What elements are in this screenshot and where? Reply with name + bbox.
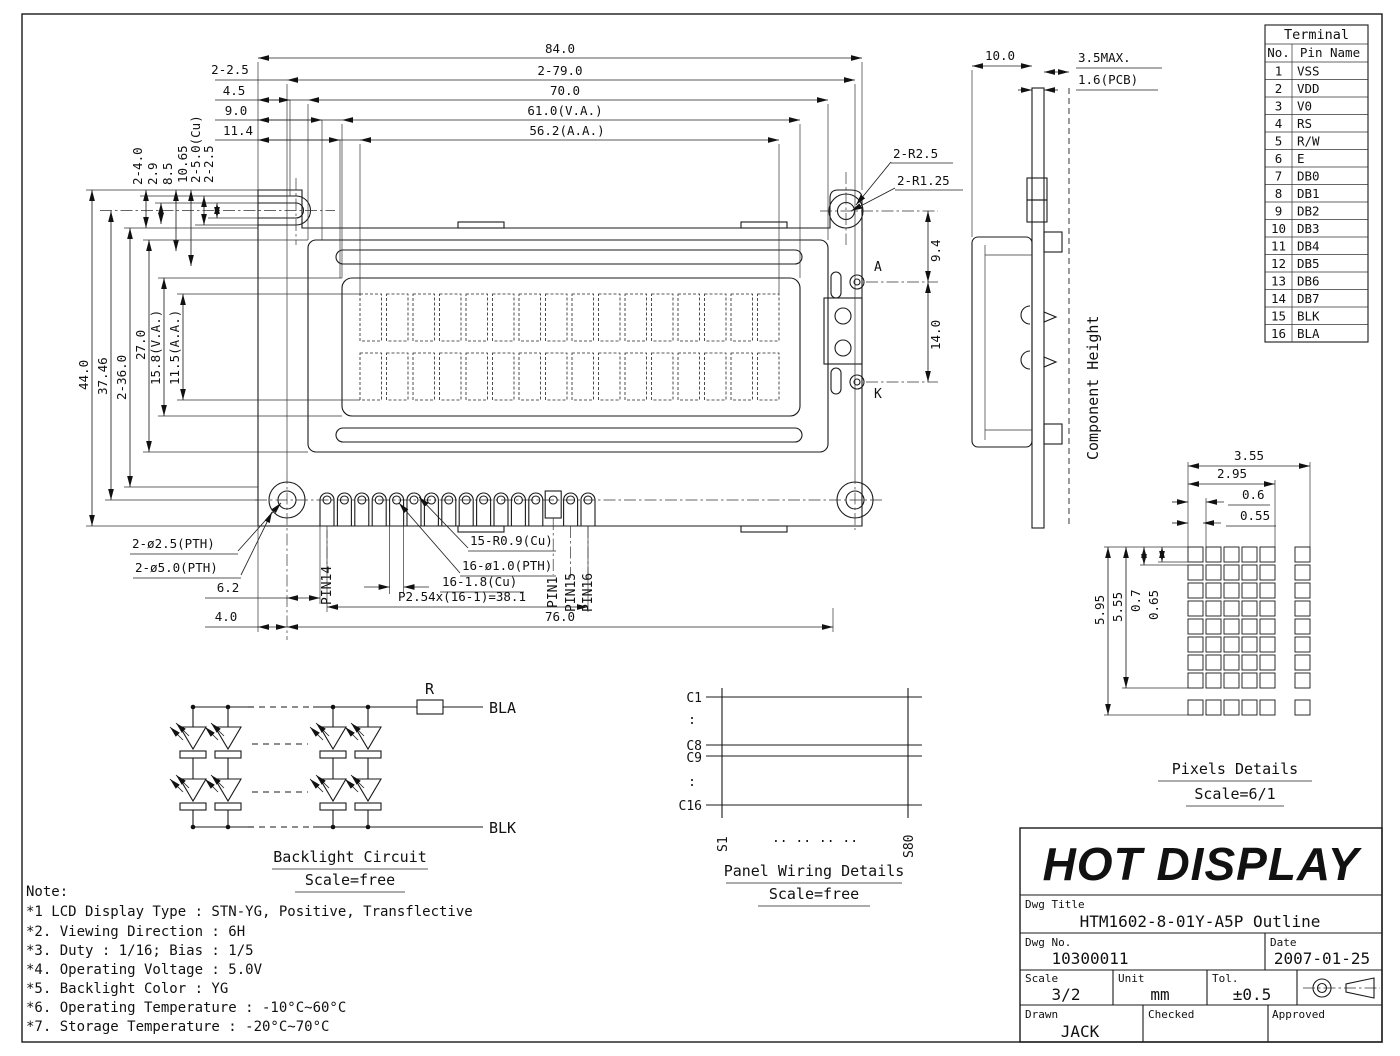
pixel-cell (1206, 655, 1221, 670)
character-cell (625, 294, 647, 341)
character-cell (387, 294, 409, 341)
pin-pad (494, 493, 508, 526)
backlight-scale: Scale=free (304, 871, 396, 889)
scale-value: 3/2 (1051, 985, 1081, 1004)
dim-2-2-5: 2-2.5 (211, 62, 249, 77)
pin-pad (511, 493, 525, 526)
junction-dot (331, 705, 336, 710)
pixel-cell (1224, 673, 1239, 688)
character-cell (758, 353, 780, 400)
terminal-pin-no: 11 (1270, 238, 1287, 254)
character-cell (678, 353, 700, 400)
terminal-pin-name: VSS (1297, 63, 1320, 79)
dim-4-5: 4.5 (222, 83, 246, 98)
pixel-cell (1295, 700, 1310, 715)
drawn-value: JACK (1060, 1022, 1100, 1041)
terminal-pin-no: 6 (1274, 151, 1283, 166)
terminal-rows (1265, 64, 1368, 342)
colon: : (688, 713, 696, 728)
pixel-cell (1260, 673, 1275, 688)
pixel-cell (1224, 655, 1239, 670)
pixel-cell (1260, 655, 1275, 670)
pcb-tab (458, 222, 504, 228)
dim-0-7: 0.7 (1128, 589, 1143, 612)
pixels-caption: Pixels Details (1171, 760, 1299, 778)
cathode-label: K (874, 387, 882, 402)
dim-76: 76.0 (544, 609, 576, 624)
terminal-pin-no: 12 (1270, 256, 1287, 271)
dim-2-2-5-rot: 2-2.5 (201, 145, 216, 183)
dim-r1-25: 2-R1.25 (897, 173, 950, 188)
component-height-label: Component Height (1084, 315, 1102, 460)
terminal-pin-no: 2 (1274, 81, 1283, 96)
wiring-scale: Scale=free (768, 885, 860, 903)
anode-label: A (874, 260, 882, 275)
solder-pin (1044, 312, 1056, 322)
terminal-pin-name: RS (1297, 116, 1313, 131)
s80-label: S80 (902, 834, 917, 858)
pixel-cell (1295, 583, 1310, 598)
pixel-cell (1224, 637, 1239, 652)
pixels-scale: Scale=6/1 (1194, 785, 1276, 803)
checked-label: Checked (1148, 1008, 1195, 1021)
pin14-label: PIN14 (320, 565, 335, 605)
terminal-table-title: Terminal (1283, 27, 1350, 43)
dim-79: 2-79.0 (537, 63, 583, 78)
pixel-cell (1206, 583, 1221, 598)
character-cell (493, 353, 515, 400)
drawn-label: Drawn (1025, 1008, 1059, 1021)
terminal-pin-name: DB7 (1297, 291, 1320, 306)
terminal-pin-no: 8 (1274, 186, 1283, 201)
pixel-cell (1206, 673, 1221, 688)
terminal-pin-name: DB3 (1297, 221, 1320, 236)
led-cathode-bar (180, 803, 206, 810)
terminal-pin-name: BLK (1297, 308, 1320, 324)
front-view (76, 41, 963, 640)
backlight-circuit (170, 680, 516, 892)
led-cathode-bar (215, 751, 241, 758)
dwg-no-value: 10300011 (1051, 949, 1129, 968)
terminal-pin-no: 7 (1274, 168, 1283, 184)
pin-pad (442, 493, 456, 526)
terminal-table (1265, 25, 1368, 342)
character-cell (572, 353, 594, 400)
led-cathode-bar (320, 751, 346, 758)
character-cell (546, 294, 568, 341)
bezel-tab-side (1044, 232, 1062, 252)
tol-label: Tol. (1212, 972, 1239, 985)
dim-2-4-0: 2-4.0 (130, 147, 145, 185)
date-label: Date (1270, 936, 1297, 949)
dim-37-46: 37.46 (95, 357, 110, 395)
terminal-pin-no: 5 (1274, 133, 1283, 149)
led-emission-arrow (211, 775, 224, 788)
blk-label: BLK (489, 819, 517, 837)
pin15-label: PIN15 (564, 572, 579, 612)
pcb-tab (741, 526, 787, 532)
character-cell (758, 294, 780, 341)
scale-label: Scale (1025, 972, 1059, 985)
resistor-label: R (425, 680, 435, 698)
pin-pad (320, 493, 334, 526)
pixel-cell (1260, 565, 1275, 580)
pixel-cell (1242, 601, 1257, 616)
terminal-pin-name: DB0 (1297, 168, 1320, 184)
terminal-pin-name: DB2 (1297, 203, 1320, 219)
terminal-col-no: No. (1267, 45, 1290, 60)
pixel-cell (1260, 700, 1275, 715)
led-cathode-bar (355, 803, 381, 810)
pin-pad (459, 493, 473, 526)
pixel-cell (1242, 637, 1257, 652)
character-cell (652, 294, 674, 341)
right-dimensions (928, 211, 943, 382)
character-cell (413, 353, 435, 400)
pcb-side (1032, 88, 1044, 528)
dim-56: 56.2(A.A.) (529, 123, 605, 138)
dim-70: 70.0 (549, 83, 581, 98)
pixel-cell (1224, 565, 1239, 580)
pixel-cell (1206, 601, 1221, 616)
pixel-cell (1260, 619, 1275, 634)
company-logo: HOT DISPLAY (1042, 838, 1360, 890)
top-dimensions (211, 41, 862, 472)
dim-14: 14.0 (928, 319, 943, 350)
dim-1-6pcb: 1.6(PCB) (1078, 72, 1139, 87)
wiring-caption: Panel Wiring Details (723, 862, 905, 880)
s1-label: S1 (716, 836, 731, 852)
dim-11-4: 11.4 (222, 123, 254, 138)
dwg-title-value: HTM1602-8-01Y-A5P Outline (1079, 912, 1321, 931)
lcd-module-side (972, 237, 1032, 447)
dim-44: 44.0 (76, 359, 91, 390)
pixel-grid (1188, 547, 1310, 715)
dim-5-95: 5.95 (1092, 594, 1107, 625)
pixel-cell (1242, 583, 1257, 598)
character-cell (440, 353, 462, 400)
character-cell (466, 294, 488, 341)
dim-36: 2-36.0 (114, 354, 129, 400)
dim-11-5: 11.5(A.A.) (167, 309, 182, 385)
pin16-label: PIN16 (581, 572, 596, 612)
dim-0-55: 0.55 (1240, 508, 1271, 523)
led-cathode-bar (215, 803, 241, 810)
pixel-cell (1224, 583, 1239, 598)
dim-27: 27.0 (133, 329, 148, 360)
ear-slot (100, 178, 335, 245)
dim-0-65: 0.65 (1146, 589, 1161, 620)
led-cathode-bar (180, 751, 206, 758)
c16-label: C16 (678, 799, 702, 814)
terminal-pin-name: V0 (1297, 98, 1313, 114)
note-item: *6. Operating Temperature : -10°C~60°C (26, 1000, 347, 1016)
resistor (417, 700, 443, 714)
terminal-pin-no: 9 (1274, 203, 1283, 219)
bezel-bottom-slot (336, 428, 802, 442)
dim-0-6: 0.6 (1242, 487, 1265, 502)
terminal-pin-name: DB1 (1297, 186, 1320, 201)
pixel-cell (1188, 655, 1203, 670)
led-emission-arrow (176, 723, 189, 736)
junction-dot (191, 705, 196, 710)
pixel-cell (1295, 565, 1310, 580)
dim-8-5: 8.5 (160, 162, 175, 185)
pixel-cell (1188, 601, 1203, 616)
character-cell (493, 294, 515, 341)
junction-dot (226, 705, 231, 710)
dim-pad-1-8: 16-1.8(Cu) (442, 574, 518, 589)
pixel-cell (1242, 655, 1257, 670)
junction-dot (366, 705, 371, 710)
pixel-cell (1206, 565, 1221, 580)
pixel-cell (1295, 619, 1310, 634)
pin-pad (529, 493, 543, 526)
led-cathode-bar (320, 803, 346, 810)
pixel-cell (1260, 601, 1275, 616)
pixel-cell (1188, 637, 1203, 652)
dim-2-9: 2.9 (145, 162, 160, 185)
backlight-caption: Backlight Circuit (273, 848, 427, 866)
dim-5-55: 5.55 (1110, 591, 1125, 622)
dim-hole-5-0: 2-ø5.0(PTH) (135, 560, 218, 575)
pixel-cell (1242, 700, 1257, 715)
character-cell (572, 294, 594, 341)
dim-61: 61.0(V.A.) (527, 103, 603, 118)
dim-15-8: 15.8(V.A.) (148, 309, 163, 385)
terminal-pin-no: 14 (1270, 291, 1287, 306)
dim-3-5max: 3.5MAX. (1078, 50, 1131, 65)
character-cell (731, 353, 753, 400)
note-item: *2. Viewing Direction : 6H (26, 924, 246, 940)
pixel-cell (1188, 547, 1203, 562)
pin-row (320, 491, 595, 526)
terminal-pin-no: 1 (1274, 63, 1283, 79)
pin-pad (477, 493, 491, 526)
terminal-pin-name: DB6 (1297, 273, 1320, 289)
notes (26, 884, 473, 1035)
terminal-pin-no: 13 (1270, 273, 1287, 289)
c8-label: C8 (686, 739, 702, 754)
led-array (170, 705, 381, 830)
dim-pad-r09: 15-R0.9(Cu) (470, 533, 553, 548)
tol-value: ±0.5 (1232, 985, 1272, 1004)
led-emission-arrow (316, 775, 329, 788)
unit-value: mm (1150, 985, 1170, 1004)
bla-label: BLA (489, 699, 517, 717)
character-cell (387, 353, 409, 400)
solder-pin (1044, 357, 1056, 367)
character-cell (625, 353, 647, 400)
ear-leaders (851, 146, 963, 211)
terminal-pin-name: DB5 (1297, 256, 1320, 271)
character-cell (519, 294, 541, 341)
pixel-cell (1242, 547, 1257, 562)
pixel-cell (1188, 673, 1203, 688)
dim-r2-5: 2-R2.5 (893, 146, 939, 161)
bezel (308, 240, 828, 452)
dim-9-0: 9.0 (224, 103, 248, 118)
pixel-cell (1206, 547, 1221, 562)
wiring-dots: .. .. .. .. (771, 831, 859, 846)
date-value: 2007-01-25 (1273, 949, 1371, 968)
pin-pad (337, 493, 351, 526)
pixel-cell (1206, 637, 1221, 652)
note-item: *3. Duty : 1/16; Bias : 1/5 (26, 943, 254, 959)
terminal-pin-name: BLA (1297, 326, 1320, 341)
dwg-no-label: Dwg No. (1025, 936, 1072, 949)
pin-pad (407, 493, 421, 526)
dim-2-95: 2.95 (1216, 466, 1248, 481)
bezel-top-slot (336, 250, 802, 264)
character-cell (360, 294, 382, 341)
pixel-cell (1224, 601, 1239, 616)
pin-pad (581, 493, 595, 526)
character-cell (678, 294, 700, 341)
led-emission-arrow (176, 775, 189, 788)
pixel-cell (1188, 565, 1203, 580)
character-cell (705, 353, 727, 400)
pixel-cell (1260, 583, 1275, 598)
terminal-pin-name: E (1297, 151, 1305, 166)
pixel-cell (1295, 637, 1310, 652)
character-cell (360, 353, 382, 400)
dwg-title-label: Dwg Title (1025, 898, 1085, 911)
terminal-pin-no: 10 (1270, 221, 1287, 236)
dim-10: 10.0 (984, 48, 1016, 63)
dim-10-65: 10.65 (175, 145, 190, 183)
terminal-pin-no: 4 (1274, 116, 1283, 131)
projection-symbol-icon (1303, 978, 1380, 998)
pin-pad (390, 493, 404, 526)
c1-label: C1 (686, 691, 702, 706)
dim-84: 84.0 (544, 41, 576, 56)
dim-pad-1-0: 16-ø1.0(PTH) (462, 558, 553, 573)
pin1-label: PIN1 (546, 576, 561, 608)
character-cell (599, 353, 621, 400)
note-item: *7. Storage Temperature : -20°C~70°C (26, 1019, 330, 1035)
character-cell (546, 353, 568, 400)
c9-label: C9 (686, 751, 702, 766)
character-cell (652, 353, 674, 400)
pixel-cell (1260, 547, 1275, 562)
pixel-cell (1206, 700, 1221, 715)
pixels-details (1092, 448, 1312, 806)
character-cell (413, 294, 435, 341)
led-cathode-bar (355, 751, 381, 758)
led-emission-arrow (351, 723, 364, 736)
note-item: *5. Backlight Color : YG (26, 981, 229, 997)
dim-2-5-0-cu: 2-5.0(Cu) (188, 115, 203, 183)
pixel-cell (1188, 583, 1203, 598)
led-bump (1021, 306, 1030, 324)
pixel-cell (1224, 700, 1239, 715)
led-emission-arrow (351, 775, 364, 788)
character-cell (705, 294, 727, 341)
pixel-cell (1242, 565, 1257, 580)
pixel-cell (1295, 655, 1310, 670)
pixel-cell (1295, 673, 1310, 688)
pixel-cell (1242, 619, 1257, 634)
approved-label: Approved (1272, 1008, 1325, 1021)
dim-4-0: 4.0 (214, 609, 238, 624)
title-block (1020, 828, 1382, 1042)
character-cell (731, 294, 753, 341)
pixel-cell (1188, 619, 1203, 634)
terminal-pin-name: VDD (1297, 81, 1320, 96)
pcb-tab (741, 222, 787, 228)
note-title: Note: (26, 884, 69, 900)
pcb-tab (458, 526, 504, 532)
dim-9-4: 9.4 (928, 239, 943, 262)
terminal-pin-no: 16 (1270, 326, 1287, 341)
character-cell (519, 353, 541, 400)
character-cell (440, 294, 462, 341)
character-cell (599, 294, 621, 341)
colon: : (688, 775, 696, 790)
terminal-pin-no: 3 (1274, 98, 1283, 114)
pixel-cell (1295, 547, 1310, 562)
pixel-cell (1188, 700, 1203, 715)
pad-leaders (364, 497, 556, 594)
terminal-col-pin: Pin Name (1299, 45, 1361, 60)
led-bump (1021, 351, 1030, 369)
note-item: *4. Operating Voltage : 5.0V (26, 962, 263, 978)
dim-6-2: 6.2 (216, 580, 240, 595)
pin-pad (564, 493, 578, 526)
terminal-pin-name: DB4 (1297, 238, 1320, 254)
character-grid (360, 294, 779, 400)
character-cell (466, 353, 488, 400)
pixel-cell (1242, 673, 1257, 688)
led-emission-arrow (211, 723, 224, 736)
backlight-terminals (824, 260, 938, 402)
side-view (972, 48, 1162, 528)
dim-pitch: P2.54x(16-1)=38.1 (398, 589, 526, 604)
terminal-pin-no: 15 (1270, 308, 1287, 324)
led-emission-arrow (316, 723, 329, 736)
note-item: *1 LCD Display Type : STN-YG, Positive, Transflective (26, 904, 473, 920)
dim-hole-2-5: 2-ø2.5(PTH) (132, 536, 215, 551)
panel-wiring (679, 688, 922, 906)
pixel-cell (1295, 601, 1310, 616)
unit-label: Unit (1118, 972, 1145, 985)
terminal-pin-name: R/W (1297, 133, 1320, 149)
bezel-tab-side (1044, 424, 1062, 444)
pixel-cell (1224, 619, 1239, 634)
pin-pad (355, 493, 369, 526)
pixel-cell (1260, 637, 1275, 652)
pixel-cell (1224, 547, 1239, 562)
pin-pad (372, 493, 386, 526)
dim-3-55: 3.55 (1233, 448, 1265, 463)
pixel-cell (1206, 619, 1221, 634)
